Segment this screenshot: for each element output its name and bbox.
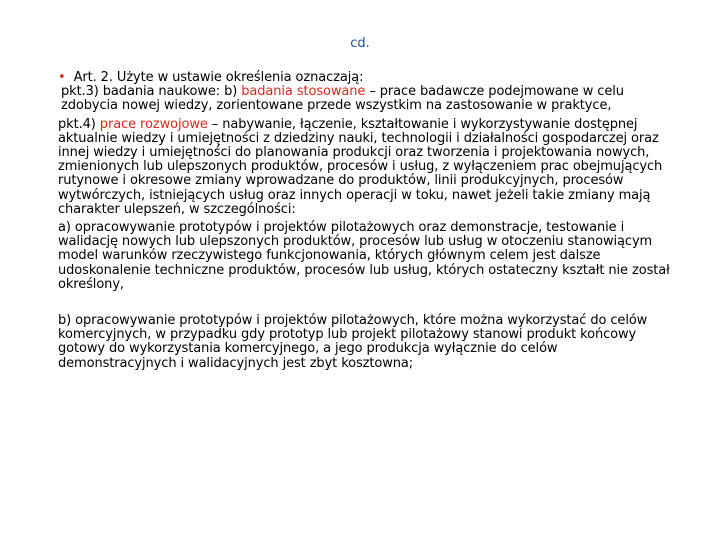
paragraph-pkt4 (58, 118, 672, 217)
slide-title: cd. (350, 36, 370, 51)
article-heading: Art. 2. Użyte w ustawie określenia oznaczają: (73, 70, 364, 85)
bullet-icon: • (58, 70, 66, 85)
paragraph-pkt3 (58, 85, 672, 113)
pkt3-prefix: pkt.3) badania naukowe: b) (61, 84, 242, 100)
pkt4-term: prace rozwojowe (99, 116, 208, 132)
pkt3-term: badania stosowane (241, 84, 366, 100)
pkt3-rest: – prace badawcze podejmowane w celu zdobycia nowej wiedzy, zorientowane przede wszystkim na zastosowanie w praktyce, (61, 84, 624, 114)
slide-content (58, 71, 672, 371)
pkt4-rest: – nabywanie, łączenie, kształtowanie i wykorzystywanie dostępnej aktualnie wiedzy i umiejętności z dziedziny nauki, technologii i działalności gospodarczej oraz innej wiedzy i umiejętności do planowania produkcji oraz tworzenia i projektowania nowych, zmienionych lub ulepszonych produktów, procesów i usług, z wyłączeniem prac obejmujących rutynowe i okresowe zmiany wprowadzane do produktów, linii produkcyjnych, procesów wytwórczych, istniejących usług oraz innych operacji w toku, nawet jeżeli takie zmiany mają charakter ulepszeń, w szczególności: (58, 116, 663, 217)
paragraph-point-b: b) opracowywanie prototypów i projektów pilotażowych, które można wykorzystać do celów komercyjnych, w przypadku gdy prototyp lub projekt pilotażowy stanowi produkt końcowy gotowy do wykorzystania komercyjnego, a jego produkcja wyłącznie do celów demonstracyjnych i walidacyjnych jest zbyt kosztowna; (58, 313, 648, 371)
pkt4-prefix: pkt.4) (58, 116, 100, 132)
article-heading-line (58, 71, 672, 85)
spacer (58, 292, 672, 314)
paragraph-point-a: a) opracowywanie prototypów i projektów pilotażowych oraz demonstracje, testowanie i walidację nowych lub ulepszonych produktów, procesów lub usług w otoczeniu stanowiącym model warunków rzeczywistego funkcjonowania, których głównym celem jest dalsze udoskonalenie techniczne produktów, procesów lub usług, których ostateczny kształt nie został określony, (58, 220, 670, 292)
